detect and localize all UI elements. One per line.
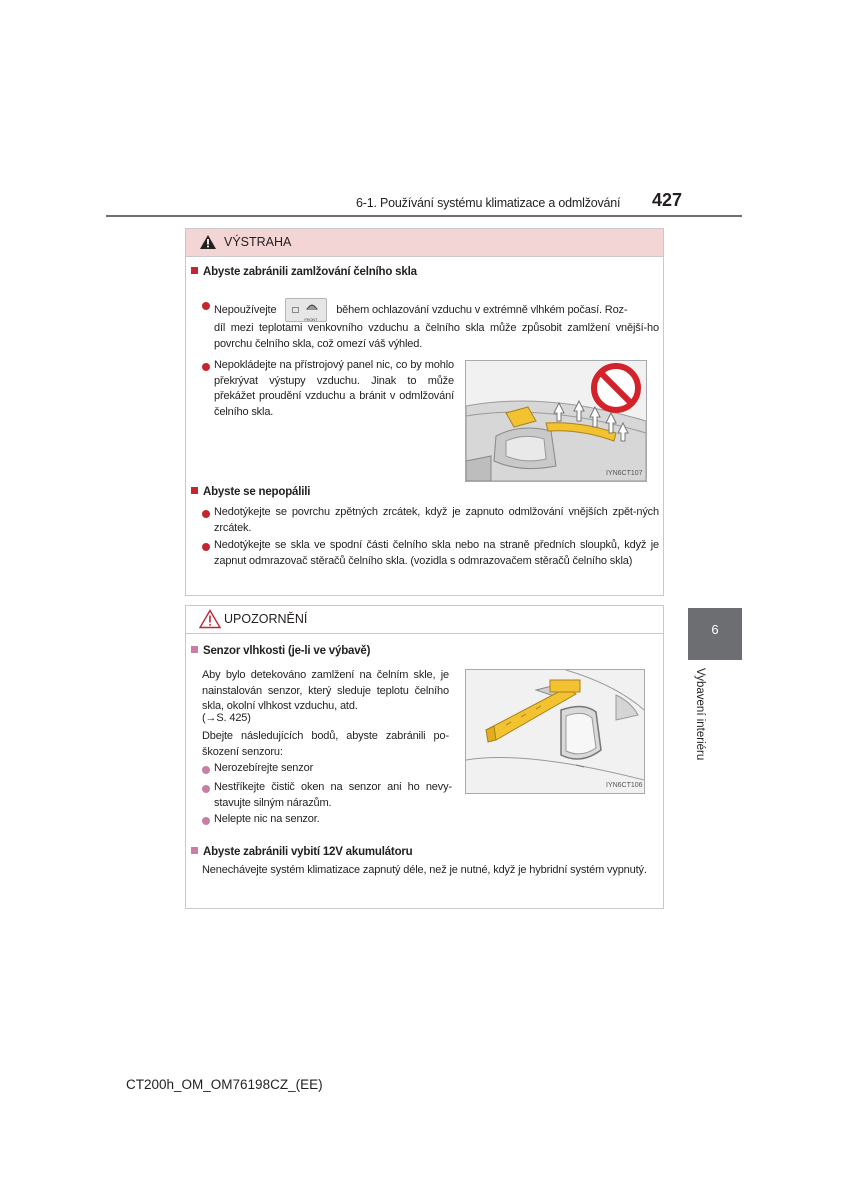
warning-subheading-fog: Abyste zabránili zamlžování čelního skla: [191, 266, 417, 278]
dashboard-illustration: [466, 361, 646, 481]
bullet-dot-icon: [202, 363, 210, 371]
manual-code: CT200h_OM_OM76198CZ_(EE): [126, 1077, 323, 1092]
bullet-dot-icon: [202, 785, 210, 793]
sensor-lead: Dbejte následujících bodů, abyste zabránili po-škození senzoru:: [202, 730, 449, 758]
warning-box: [185, 228, 664, 596]
caution-subheading-battery: Abyste zabránili vybití 12V akumulátoru: [191, 846, 413, 858]
sensor-intro: Aby bylo detekováno zamlžení na čelním skle, je nainstalován senzor, který sleduje teplotu čelního skla, okolní vlhkost vzduchu, atd.: [202, 669, 449, 712]
caution-subheading-sensor: Senzor vlhkosti (je-li ve výbavě): [191, 645, 370, 657]
chapter-label: Vybavení interiéru: [694, 668, 706, 761]
figure-code: IYN6CT106: [606, 782, 643, 789]
bullet-dot-icon: [202, 510, 210, 518]
sensor-item-3: Nelepte nic na senzor.: [214, 813, 320, 825]
battery-text: Nenechávejte systém klimatizace zapnutý déle, než je nutné, když je hybridní systém vypnutý.: [202, 864, 647, 876]
caution-header: [186, 606, 663, 634]
warning-item-mirrors: Nedotýkejte se povrchu zpětných zrcátek, když je zapnuto odmlžování vnějších zpět-ných zrcátek.: [214, 506, 659, 534]
bullet-dot-icon: [202, 543, 210, 551]
sensor-item-1: Nerozebírejte senzor: [214, 762, 314, 774]
warning-item-dashboard: Nepokládejte na přístrojový panel nic, co by mohlo překrývat výstupy vzduchu. Jinak to může překážet proudění vzduchu a bránit v odmlžování čelního skla.: [214, 359, 454, 418]
warning-header: [186, 229, 663, 257]
caution-box: [185, 605, 664, 909]
humidity-sensor-figure: [465, 669, 645, 794]
sensor-page-ref: (→S. 425): [202, 712, 251, 724]
square-bullet-icon: [191, 847, 198, 854]
figure-code: IYN6CT107: [606, 470, 643, 477]
caution-triangle-icon: [199, 609, 221, 629]
sensor-illustration: [466, 670, 644, 793]
warning-title: VÝSTRAHA: [224, 235, 292, 249]
warning-item-front-defog: Nepoužívejte FRONT během ochlazování vzduchu v extrémně vlhkém počasí. Roz-: [214, 298, 659, 322]
indicator-lamp-icon: [292, 307, 299, 313]
square-bullet-icon: [191, 267, 198, 274]
header-rule: [106, 215, 742, 217]
section-title: 6-1. Používání systému klimatizace a odmlžování: [356, 196, 621, 210]
front-defogger-button-icon: FRONT: [285, 298, 327, 322]
caution-title: UPOZORNĚNÍ: [224, 612, 308, 626]
windshield-defog-icon: [306, 302, 318, 311]
bullet-dot-icon: [202, 302, 210, 310]
warning-subheading-burn: Abyste se nepopálili: [191, 486, 310, 498]
sensor-item-2: Nestříkejte čistič oken na senzor ani ho nevy-stavujte silným nárazům.: [214, 781, 452, 809]
chapter-tab: [688, 608, 742, 660]
dashboard-vents-figure: [465, 360, 647, 482]
page-number: 427: [652, 190, 683, 210]
warning-item-front-defog-cont: díl mezi teplotami venkovního vzduchu a čelního skla může způsobit zamlžení vnější-ho povrchu čelního skla, což omezí váš výhled.: [214, 322, 659, 350]
warning-triangle-icon: [199, 234, 217, 250]
bullet-dot-icon: [202, 766, 210, 774]
square-bullet-icon: [191, 487, 198, 494]
chapter-number: 6: [711, 622, 719, 637]
square-bullet-icon: [191, 646, 198, 653]
warning-item-windshield: Nedotýkejte se skla ve spodní části čelního skla nebo na straně předních sloupků, když je zapnut odmrazovač stěračů čelního skla. (vozidla s odmrazovačem stěračů čelního skla): [214, 539, 659, 567]
bullet-dot-icon: [202, 817, 210, 825]
